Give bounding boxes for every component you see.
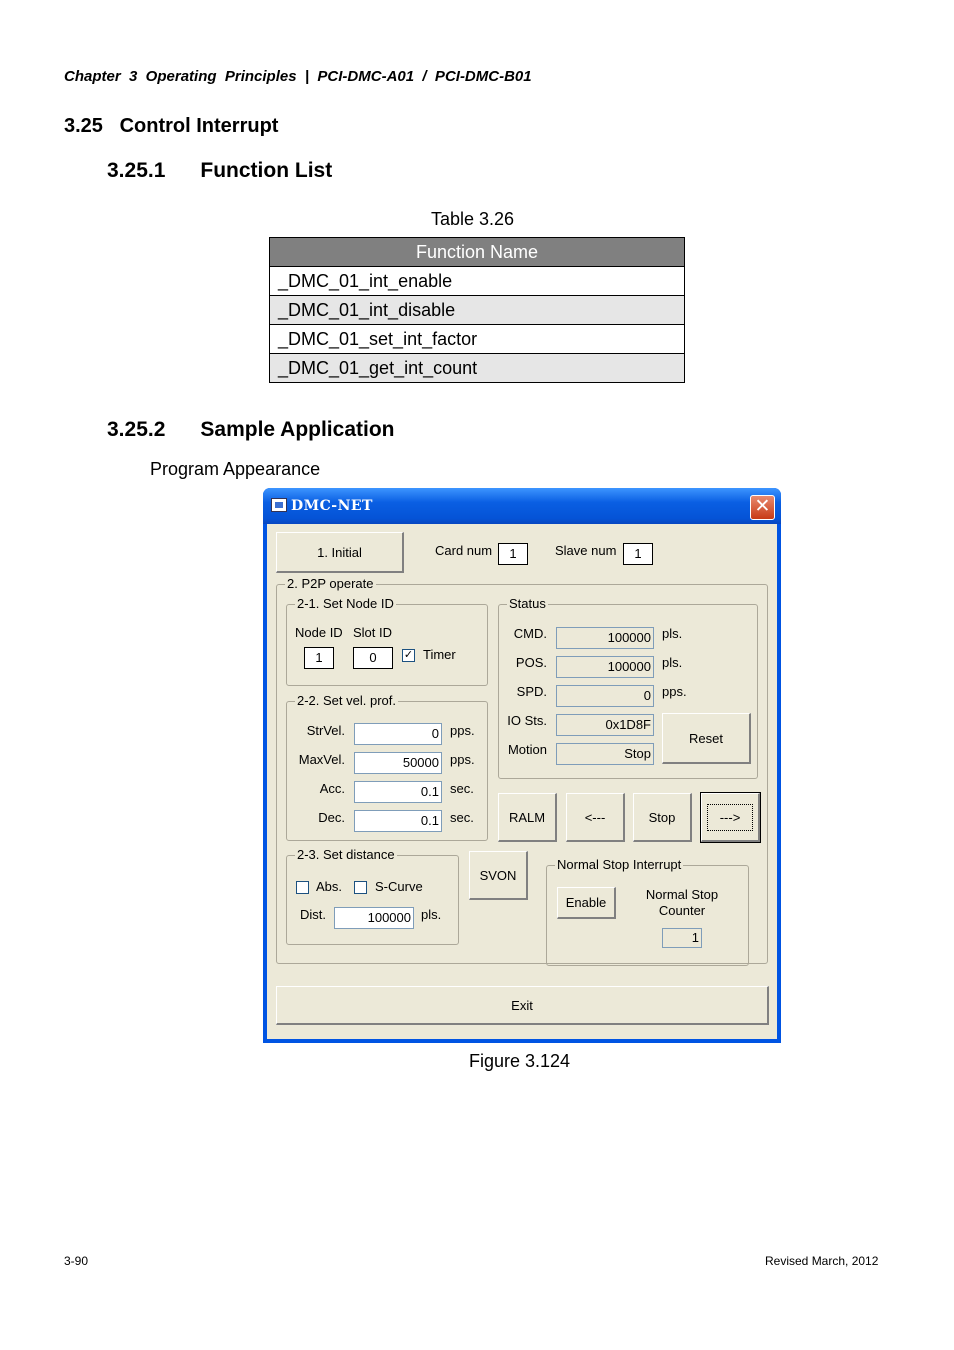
section-title: 3.25 Control Interrupt bbox=[64, 115, 279, 137]
set-vel-prof-label: 2-2. Set vel. prof. bbox=[297, 693, 396, 708]
svon-button[interactable]: SVON bbox=[469, 851, 528, 900]
motion-value: Stop bbox=[556, 743, 654, 765]
pos-label: POS. bbox=[515, 655, 547, 670]
table-row: _DMC_01_set_int_factor bbox=[270, 325, 685, 354]
dist-field[interactable]: 100000 bbox=[334, 907, 414, 929]
dec-label: Dec. bbox=[318, 810, 345, 825]
spd-unit: pps. bbox=[662, 684, 687, 699]
table-row: _DMC_01_int_enable bbox=[270, 267, 685, 296]
timer-label: Timer bbox=[423, 647, 456, 662]
io-sts-label: IO Sts. bbox=[507, 713, 547, 728]
jog-right-button[interactable]: ---> bbox=[701, 793, 760, 842]
dec-unit: sec. bbox=[450, 810, 474, 825]
dist-unit: pls. bbox=[421, 907, 442, 922]
max-vel-field[interactable]: 50000 bbox=[354, 752, 442, 774]
node-id-field[interactable]: 1 bbox=[304, 647, 334, 669]
pos-unit: pls. bbox=[662, 655, 683, 670]
status-group bbox=[498, 596, 758, 779]
str-vel-unit: pps. bbox=[450, 723, 475, 738]
set-node-id-group bbox=[286, 596, 488, 686]
str-vel-label: StrVel. bbox=[306, 723, 345, 738]
slave-num-field[interactable]: 1 bbox=[623, 543, 653, 565]
table-row: _DMC_01_get_int_count bbox=[270, 354, 685, 383]
reset-button[interactable]: Reset bbox=[662, 713, 751, 764]
normal-stop-interrupt-label: Normal Stop Interrupt bbox=[557, 857, 682, 872]
dmc-net-window bbox=[263, 488, 781, 1043]
enable-button[interactable]: Enable bbox=[557, 887, 616, 919]
cmd-unit: pls. bbox=[662, 626, 683, 641]
set-distance-label: 2-3. Set distance bbox=[297, 847, 395, 862]
set-node-id-label: 2-1. Set Node ID bbox=[297, 596, 394, 611]
spd-value: 0 bbox=[556, 685, 654, 707]
s-curve-label: S-Curve bbox=[375, 879, 423, 894]
timer-checkbox[interactable] bbox=[402, 649, 415, 662]
window-client-area bbox=[267, 524, 777, 1039]
function-table bbox=[269, 237, 685, 383]
initial-button[interactable]: 1. Initial bbox=[276, 532, 404, 573]
slot-id-field[interactable]: 0 bbox=[353, 647, 393, 669]
slave-num-label: Slave num bbox=[555, 543, 617, 558]
stop-button[interactable]: Stop bbox=[633, 793, 692, 842]
p2p-operate-label: 2. P2P operate bbox=[287, 576, 374, 591]
motion-label: Motion bbox=[507, 742, 547, 757]
io-sts-value: 0x1D8F bbox=[556, 714, 654, 736]
program-appearance-label: Program Appearance bbox=[150, 459, 321, 479]
abs-label: Abs. bbox=[316, 879, 343, 894]
normal-stop-counter-value: 1 bbox=[662, 928, 702, 948]
subsection-function-list: 3.25.1 Function List bbox=[107, 159, 333, 182]
normal-stop-counter-label: Normal Stop bbox=[645, 887, 719, 902]
table-row: _DMC_01_int_disable bbox=[270, 296, 685, 325]
max-vel-label: MaxVel. bbox=[298, 752, 345, 767]
acc-label: Acc. bbox=[319, 781, 345, 796]
chapter-header: Chapter 3 Operating Principles | PCI-DMC-A01 / PCI-DMC-B01 bbox=[64, 68, 532, 85]
max-vel-unit: pps. bbox=[450, 752, 475, 767]
node-id-label: Node ID bbox=[295, 625, 343, 640]
slot-id-label: Slot ID bbox=[353, 625, 393, 640]
check-icon: ✓ bbox=[403, 649, 414, 661]
normal-stop-interrupt-group bbox=[546, 857, 749, 966]
title-bar[interactable] bbox=[263, 488, 781, 524]
status-label: Status bbox=[509, 596, 546, 611]
counter-label: Counter bbox=[658, 903, 706, 918]
s-curve-checkbox[interactable] bbox=[354, 881, 367, 894]
str-vel-field[interactable]: 0 bbox=[354, 723, 442, 745]
close-icon: ✕ bbox=[754, 496, 771, 517]
close-button[interactable] bbox=[750, 495, 775, 520]
cmd-label: CMD. bbox=[513, 626, 547, 641]
set-vel-prof-group bbox=[286, 693, 488, 841]
abs-checkbox[interactable] bbox=[296, 881, 309, 894]
cmd-value: 100000 bbox=[556, 627, 654, 649]
spd-label: SPD. bbox=[516, 684, 547, 699]
app-icon bbox=[271, 498, 287, 512]
jog-left-button[interactable]: <--- bbox=[566, 793, 625, 842]
figure-caption: Figure 3.124 bbox=[469, 1051, 571, 1071]
window-title: DMC-NET bbox=[291, 498, 373, 514]
exit-button[interactable]: Exit bbox=[276, 986, 769, 1025]
set-distance-group bbox=[286, 847, 459, 945]
table-header: Function Name bbox=[270, 238, 685, 267]
acc-field[interactable]: 0.1 bbox=[354, 781, 442, 803]
ralm-button[interactable]: RALM bbox=[498, 793, 557, 842]
pos-value: 100000 bbox=[556, 656, 654, 678]
card-num-field[interactable]: 1 bbox=[498, 543, 528, 565]
card-num-label: Card num bbox=[435, 543, 493, 558]
acc-unit: sec. bbox=[450, 781, 474, 796]
revision-date: Revised March, 2012 bbox=[765, 1254, 879, 1268]
table-caption: Table 3.26 bbox=[431, 209, 515, 229]
page-number: 3-90 bbox=[64, 1254, 89, 1268]
dist-label: Dist. bbox=[300, 907, 326, 922]
subsection-sample-application: 3.25.2 Sample Application bbox=[107, 418, 395, 441]
dec-field[interactable]: 0.1 bbox=[354, 810, 442, 832]
